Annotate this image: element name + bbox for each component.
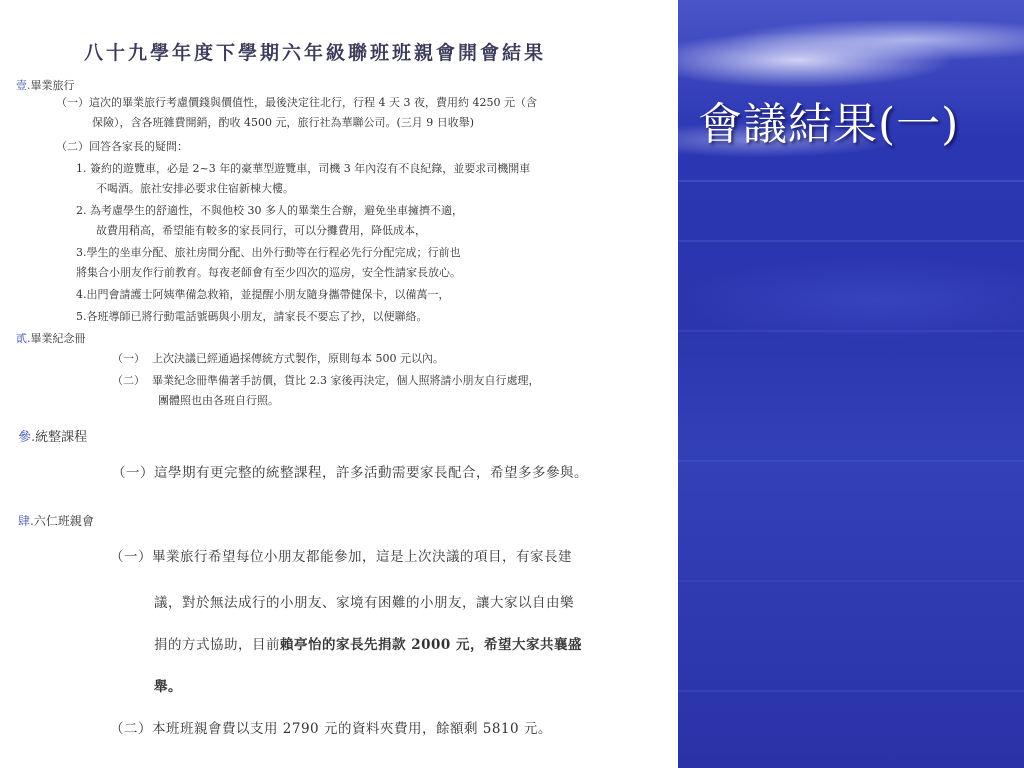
section-1-title: 畢業旅行	[30, 79, 75, 92]
s4-item2-label: （二）	[110, 721, 152, 737]
s2-item2-text: 畢業紀念冊準備著手訪價，貨比 2.3 家後再決定，個人照將請小朋友自行處理，	[152, 374, 540, 387]
s1-q2-line2: 故費用稍高，希望能有較多的家長同行，可以分攤費用，降低成本，	[96, 224, 426, 237]
water-wave	[678, 690, 1024, 692]
s4-item1-line4: 舉。	[154, 679, 182, 695]
s1-q1-line1: 1. 簽約的遊覽車，必是 2~3 年的豪華型遊覽車，司機 3 年內沒有不良紀錄，並要求司機開車	[76, 162, 531, 175]
s4-item1-text: 畢業旅行希望每位小朋友都能參加，這是上次決議的項目，有家長建	[152, 549, 572, 565]
section-3-marker: 參.	[18, 430, 36, 445]
water-wave	[678, 180, 1024, 182]
section-2-marker: 貳.	[16, 332, 31, 345]
s3-item1	[112, 466, 588, 480]
s4-item1-line3-bold: 賴亭怡的家長先捐款 2000 元，希望大家共襄盛	[280, 637, 582, 653]
s3-item1-label: （一）	[112, 465, 154, 481]
section-4-marker: 肆.	[18, 514, 34, 528]
s4-item1-line2: 議，對於無法成行的小朋友、家境有困難的小朋友，讓大家以自由樂	[154, 595, 574, 611]
slide-background-panel	[678, 0, 1024, 768]
s4-item2-text: 本班班親會費以支用 2790 元的資料夾費用，餘額剩 5810 元。	[152, 721, 552, 737]
s1-item1-text: 這次的畢業旅行考慮價錢與價值性，最後決定往北行，行程 4 天 3 夜，費用約 4250 元（含	[89, 96, 537, 109]
document-title: 八十九學年度下學期六年級聯班班親會開會結果	[84, 42, 547, 64]
s1-q5: 5.各班導師已將行動電話號碼與小朋友，請家長不要忘了抄，以便聯絡。	[76, 310, 428, 323]
section-4-heading	[18, 512, 94, 529]
s1-item2-label: （二）	[56, 140, 89, 153]
section-2-heading	[16, 330, 86, 346]
s4-item1-line1	[110, 550, 572, 564]
water-wave	[678, 330, 1024, 332]
s2-item1-label: （一）	[112, 352, 145, 365]
s1-q2-line1: 2. 為考慮學生的舒適性，不與他校 30 多人的畢業生合辦，避免坐車擁擠不適，	[76, 204, 463, 217]
water-wave	[678, 240, 1024, 242]
s1-item2	[56, 140, 188, 154]
water-wave	[678, 580, 1024, 582]
s1-item1-label: （一）	[56, 96, 89, 109]
section-3-heading	[18, 426, 87, 445]
section-4-title: 六仁班親會	[33, 514, 94, 528]
s4-item2	[110, 722, 552, 736]
section-1-marker: 壹.	[16, 79, 31, 92]
s1-q3-line1: 3.學生的坐車分配、旅社房間分配、出外行動等在行程必先行分配完成；行前也	[76, 246, 461, 259]
s1-q4: 4.出門會請護士阿姨準備急救箱，並提醒小朋友隨身攜帶健保卡，以備萬一，	[76, 288, 450, 301]
slide-title: 會議結果(一)	[698, 99, 960, 150]
s3-item1-text: 這學期有更完整的統整課程，許多活動需要家長配合，希望多多參與。	[154, 465, 588, 481]
s4-item1-line3-a: 捐的方式協助，目前	[154, 637, 280, 653]
s1-q3-line2: 將集合小朋友作行前教育。每夜老師會有至少四次的巡房，安全性請家長放心。	[76, 266, 461, 279]
water-wave	[678, 460, 1024, 462]
s1-item1-line1	[56, 96, 537, 110]
s2-item2-line2: 團體照也由各班自行照。	[158, 394, 279, 407]
s2-item1-text: 上次決議已經通過採傳統方式製作，原則每本 500 元以內。	[152, 352, 444, 365]
s2-item1	[112, 352, 444, 366]
s1-item1-line2: 保險），含各班雜費開銷，酌收 4500 元，旅行社為華聯公司。(三月 9 日收舉)	[92, 116, 475, 129]
s2-item2-line1	[112, 374, 539, 388]
section-1-heading	[16, 77, 75, 93]
s1-q1-line2: 不喝酒。旅社安排必要求住宿新棟大樓。	[96, 182, 294, 195]
s4-item1-label: （一）	[110, 549, 152, 565]
section-3-title: 統整課程	[35, 430, 88, 445]
s2-item2-label: （二）	[112, 374, 145, 387]
section-2-title: 畢業紀念冊	[30, 332, 86, 345]
s4-item1-line3	[154, 638, 582, 652]
s1-item2-text: 回答各家長的疑問：	[89, 140, 188, 153]
